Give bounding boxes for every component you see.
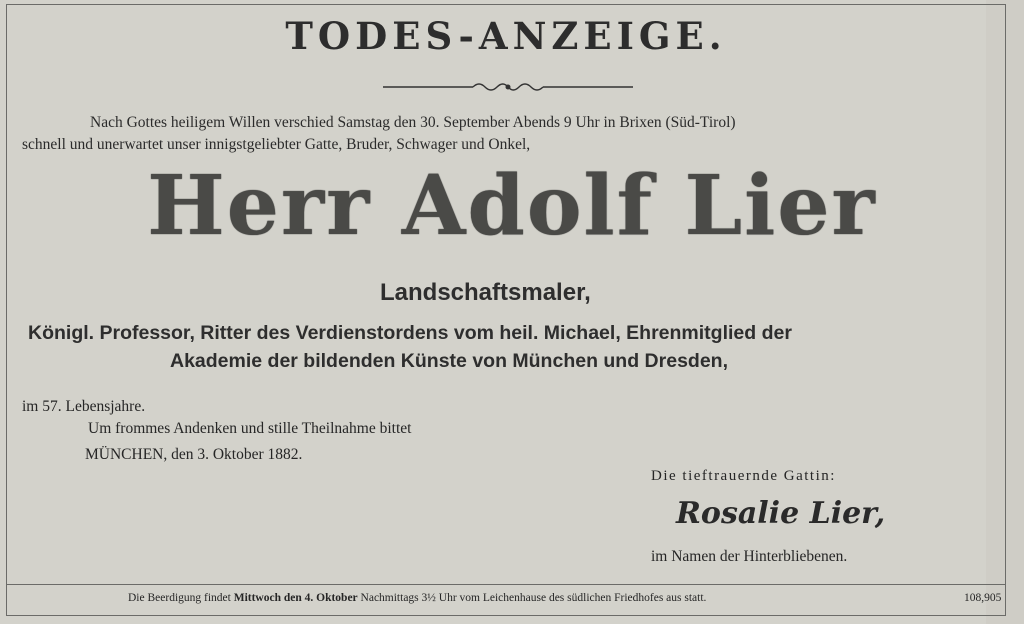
profession: Landschaftsmaler, (380, 279, 591, 306)
honors-line-2: Akademie der bildenden Künste von München und Dresden, (170, 350, 728, 372)
funeral-date: Mittwoch den 4. Oktober (233, 592, 358, 604)
deceased-name: Herr Adolf Lier (147, 158, 877, 254)
notice-title: TODES-ANZEIGE. (285, 14, 727, 58)
ornament-divider-icon (383, 80, 633, 94)
request-line: Um frommes Andenken und stille Theilnahme bittet (88, 420, 412, 437)
honors-line-1: Königl. Professor, Ritter des Verdienstordens vom heil. Michael, Ehrenmitglied der (28, 322, 792, 344)
footer-divider (6, 584, 1006, 585)
funeral-info (128, 592, 706, 604)
age-line: im 57. Lebensjahre. (22, 398, 146, 415)
intro-line-1: Nach Gottes heiligem Willen verschied Samstag den 30. September Abends 9 Uhr in Brixen (Süd-Tirol) (90, 114, 736, 131)
funeral-info-post: Nachmittags 3½ Uhr vom Leichenhause des südlichen Friedhofes aus statt. (360, 592, 707, 604)
reference-number: 108,905 (964, 592, 1002, 604)
on-behalf-line: im Namen der Hinterbliebenen. (651, 548, 848, 565)
signature: Rosalie Lier, (676, 496, 886, 531)
intro-line-2: schnell und unerwartet unser innigstgeliebter Gatte, Bruder, Schwager und Onkel, (22, 136, 531, 153)
funeral-info-pre: Die Beerdigung findet (128, 592, 231, 604)
widow-label: Die tieftrauernde Gattin: (651, 468, 836, 484)
place-date: MÜNCHEN, den 3. Oktober 1882. (85, 446, 303, 463)
